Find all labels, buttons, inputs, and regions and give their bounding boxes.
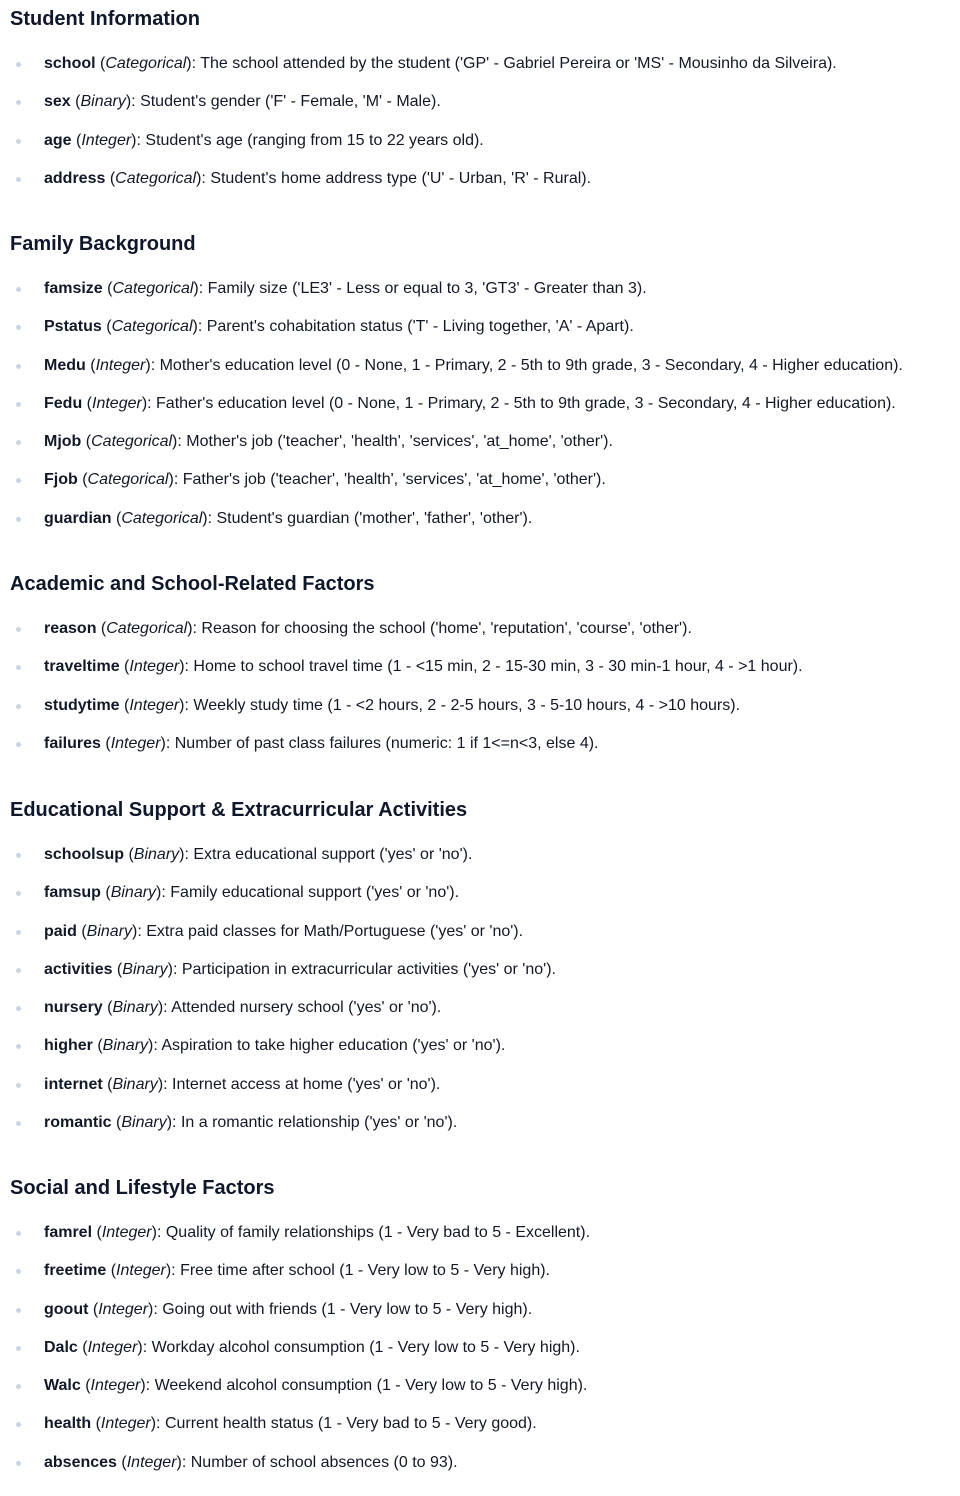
item-text: reason (Categorical): Reason for choosing the school ('home', 'reputation', 'course', 'other'). <box>44 620 692 637</box>
list-item <box>0 167 960 191</box>
variable-description: Weekly study time (1 - <2 hours, 2 - 2-5 hours, 3 - 5-10 hours, 4 - >10 hours). <box>193 697 741 714</box>
list-item <box>0 1298 960 1322</box>
variable-description: Father's education level (0 - None, 1 - Primary, 2 - 5th to 9th grade, 3 - Secondary, 4 - Higher education). <box>156 395 896 412</box>
variable-type: Integer <box>81 132 132 149</box>
item-text: Pstatus (Categorical): Parent's cohabitation status ('T' - Living together, 'A' - Apart). <box>44 318 634 335</box>
variable-name: traveltime <box>44 658 120 675</box>
variable-type: Integer <box>100 1415 151 1432</box>
list-item <box>0 52 960 76</box>
item-text: Walc (Integer): Weekend alcohol consumption (1 - Very low to 5 - Very high). <box>44 1377 588 1394</box>
bullet-icon <box>16 853 21 858</box>
variable-name: Fjob <box>44 471 78 488</box>
variable-type: Categorical <box>121 510 203 527</box>
variable-name: famsup <box>44 884 101 901</box>
section-title: Social and Lifestyle Factors <box>10 1177 275 1199</box>
bullet-icon <box>16 517 21 522</box>
variable-name: Mjob <box>44 433 82 450</box>
item-text: higher (Binary): Aspiration to take higher education ('yes' or 'no'). <box>44 1037 506 1054</box>
list-item <box>0 1412 960 1436</box>
bullet-icon <box>16 627 21 632</box>
variable-name: sex <box>44 93 71 110</box>
variable-description: Home to school travel time (1 - <15 min, 2 - 15-30 min, 3 - 30 min-1 hour, 4 - >1 hour). <box>193 658 803 675</box>
variable-type: Integer <box>126 1454 177 1471</box>
bullet-icon <box>16 364 21 369</box>
variable-name: Walc <box>44 1377 81 1394</box>
variable-description: Extra educational support ('yes' or 'no'). <box>193 846 473 863</box>
bullet-icon <box>16 62 21 67</box>
variable-description: Family educational support ('yes' or 'no'). <box>170 884 460 901</box>
variable-description: Current health status (1 - Very bad to 5 - Very good). <box>164 1415 537 1432</box>
bullet-icon <box>16 1269 21 1274</box>
list-item <box>0 392 960 416</box>
variable-type: Categorical <box>91 433 173 450</box>
variable-name: failures <box>44 735 101 752</box>
bullet-icon <box>16 1384 21 1389</box>
list-item <box>0 1073 960 1097</box>
variable-description: Weekend alcohol consumption (1 - Very low to 5 - Very high). <box>154 1377 588 1394</box>
variable-name: goout <box>44 1301 89 1318</box>
bullet-icon <box>16 440 21 445</box>
bullet-icon <box>16 1083 21 1088</box>
variable-name: activities <box>44 961 113 978</box>
item-text: address (Categorical): Student's home address type ('U' - Urban, 'R' - Rural). <box>44 170 592 187</box>
item-text: Dalc (Integer): Workday alcohol consumption (1 - Very low to 5 - Very high). <box>44 1339 580 1356</box>
item-text: Fjob (Categorical): Father's job ('teacher', 'health', 'services', 'at_home', 'other'). <box>44 471 606 488</box>
bullet-icon <box>16 478 21 483</box>
section-title: Academic and School-Related Factors <box>10 573 375 595</box>
bullet-icon <box>16 100 21 105</box>
item-text: guardian (Categorical): Student's guardian ('mother', 'father', 'other'). <box>44 510 533 527</box>
variable-description: Parent's cohabitation status ('T' - Living together, 'A' - Apart). <box>206 318 634 335</box>
variable-name: studytime <box>44 697 120 714</box>
variable-type: Binary <box>112 999 158 1016</box>
variable-description: Student's home address type ('U' - Urban, 'R' - Rural). <box>210 170 592 187</box>
variable-description: Student's guardian ('mother', 'father', 'other'). <box>216 510 533 527</box>
bullet-icon <box>16 1461 21 1466</box>
variable-name: nursery <box>44 999 103 1016</box>
bullet-icon <box>16 930 21 935</box>
variable-description: Father's job ('teacher', 'health', 'services', 'at_home', 'other'). <box>182 471 606 488</box>
item-text: activities (Binary): Participation in extracurricular activities ('yes' or 'no'). <box>44 961 556 978</box>
variable-description: Extra paid classes for Math/Portuguese ('yes' or 'no'). <box>146 923 524 940</box>
variable-description: Reason for choosing the school ('home', 'reputation', 'course', 'other'). <box>201 620 692 637</box>
bullet-icon <box>16 1422 21 1427</box>
bullet-icon <box>16 1121 21 1126</box>
list-item <box>0 1451 960 1475</box>
item-text: Mjob (Categorical): Mother's job ('teacher', 'health', 'services', 'at_home', 'other'). <box>44 433 613 450</box>
variable-description: In a romantic relationship ('yes' or 'no'). <box>180 1114 458 1131</box>
variable-description: Student's gender ('F' - Female, 'M' - Male). <box>140 93 441 110</box>
list-item <box>0 468 960 492</box>
variable-type: Integer <box>129 697 180 714</box>
variable-description: Student's age (ranging from 15 to 22 years old). <box>145 132 484 149</box>
item-text: studytime (Integer): Weekly study time (1 - <2 hours, 2 - 2-5 hours, 3 - 5-10 hours, 4 - >10 hours). <box>44 697 741 714</box>
list-item <box>0 655 960 679</box>
list-item <box>0 1259 960 1283</box>
variable-name: Medu <box>44 357 86 374</box>
variable-type: Binary <box>102 1037 149 1054</box>
list-item <box>0 430 960 454</box>
bullet-icon <box>16 742 21 747</box>
item-text: Medu (Integer): Mother's education level (0 - None, 1 - Primary, 2 - 5th to 9th grade, 3 - Secondary, 4 - Higher education). <box>44 357 903 374</box>
variable-description: Workday alcohol consumption (1 - Very low to 5 - Very high). <box>151 1339 580 1356</box>
variable-name: health <box>44 1415 92 1432</box>
list-item <box>0 315 960 339</box>
list-item <box>0 277 960 301</box>
list-item <box>0 1034 960 1058</box>
item-text: freetime (Integer): Free time after school (1 - Very low to 5 - Very high). <box>44 1262 550 1279</box>
variable-type: Integer <box>101 1224 152 1241</box>
list-item <box>0 996 960 1020</box>
item-text: schoolsup (Binary): Extra educational support ('yes' or 'no'). <box>44 846 473 863</box>
variable-type: Binary <box>133 846 180 863</box>
list-item <box>0 617 960 641</box>
item-text: health (Integer): Current health status (1 - Very bad to 5 - Very good). <box>44 1415 537 1432</box>
variable-type: Binary <box>80 93 126 110</box>
variable-name: freetime <box>44 1262 107 1279</box>
variable-type: Binary <box>86 923 133 940</box>
bullet-icon <box>16 1308 21 1313</box>
list-item <box>0 881 960 905</box>
list-item <box>0 958 960 982</box>
bullet-icon <box>16 139 21 144</box>
bullet-icon <box>16 1346 21 1351</box>
item-text: sex (Binary): Student's gender ('F' - Female, 'M' - Male). <box>44 93 441 110</box>
variable-description: Free time after school (1 - Very low to 5 - Very high). <box>180 1262 550 1279</box>
bullet-icon <box>16 704 21 709</box>
item-text: Fedu (Integer): Father's education level (0 - None, 1 - Primary, 2 - 5th to 9th grade, 3 - Secondary, 4 - Higher education). <box>44 395 896 412</box>
variable-type: Categorical <box>106 620 188 637</box>
variable-name: school <box>44 55 96 72</box>
list-item <box>0 843 960 867</box>
variable-description: Mother's education level (0 - None, 1 - Primary, 2 - 5th to 9th grade, 3 - Secondary, 4 - Higher education). <box>159 357 903 374</box>
item-text: romantic (Binary): In a romantic relationship ('yes' or 'no'). <box>44 1114 458 1131</box>
variable-description: Family size ('LE3' - Less or equal to 3, 'GT3' - Greater than 3). <box>207 280 647 297</box>
variable-name: romantic <box>44 1114 112 1131</box>
variable-type: Categorical <box>105 55 187 72</box>
bullet-icon <box>16 1231 21 1236</box>
item-text: internet (Binary): Internet access at home ('yes' or 'no'). <box>44 1076 441 1093</box>
bullet-icon <box>16 325 21 330</box>
variable-type: Integer <box>90 1377 141 1394</box>
section-title: Educational Support & Extracurricular Activities <box>10 799 468 821</box>
list-item <box>0 507 960 531</box>
variable-description: Number of past class failures (numeric: 1 if 1<=n<3, else 4). <box>174 735 599 752</box>
variable-name: internet <box>44 1076 103 1093</box>
variable-description: Number of school absences (0 to 93). <box>190 1454 458 1471</box>
item-text: traveltime (Integer): Home to school travel time (1 - <15 min, 2 - 15-30 min, 3 - 30 min-1 hour, 4 - >1 hour). <box>44 658 803 675</box>
item-text: famrel (Integer): Quality of family relationships (1 - Very bad to 5 - Excellent). <box>44 1224 591 1241</box>
variable-name: absences <box>44 1454 117 1471</box>
variable-type: Integer <box>95 357 146 374</box>
item-text: paid (Binary): Extra paid classes for Math/Portuguese ('yes' or 'no'). <box>44 923 524 940</box>
item-text: failures (Integer): Number of past class failures (numeric: 1 if 1<=n<3, else 4). <box>44 735 599 752</box>
list-item <box>0 732 960 756</box>
bullet-icon <box>16 968 21 973</box>
list-item <box>0 90 960 114</box>
variable-type: Integer <box>92 395 142 412</box>
variable-description: Attended nursery school ('yes' or 'no'). <box>171 999 442 1016</box>
item-text: goout (Integer): Going out with friends (1 - Very low to 5 - Very high). <box>44 1301 533 1318</box>
list-item <box>0 354 960 378</box>
variable-type: Integer <box>129 658 180 675</box>
bullet-icon <box>16 287 21 292</box>
bullet-icon <box>16 1006 21 1011</box>
variable-type: Integer <box>98 1301 149 1318</box>
variable-type: Integer <box>110 735 161 752</box>
item-text: absences (Integer): Number of school absences (0 to 93). <box>44 1454 458 1471</box>
variable-name: address <box>44 170 106 187</box>
variable-description: Mother's job ('teacher', 'health', 'services', 'at_home', 'other'). <box>186 433 613 450</box>
variable-name: guardian <box>44 510 112 527</box>
bullet-icon <box>16 402 21 407</box>
list-item <box>0 1336 960 1360</box>
variable-type: Integer <box>116 1262 166 1279</box>
variable-description: Internet access at home ('yes' or 'no'). <box>172 1076 441 1093</box>
bullet-icon <box>16 1044 21 1049</box>
variable-description: Going out with friends (1 - Very low to 5 - Very high). <box>162 1301 533 1318</box>
variable-type: Binary <box>121 1114 167 1131</box>
list-item <box>0 920 960 944</box>
variable-name: paid <box>44 923 77 940</box>
section-title: Family Background <box>10 233 196 255</box>
list-item <box>0 694 960 718</box>
bullet-icon <box>16 665 21 670</box>
variable-name: age <box>44 132 72 149</box>
variable-type: Categorical <box>87 471 169 488</box>
variable-type: Categorical <box>115 170 197 187</box>
variable-type: Binary <box>112 1076 158 1093</box>
variable-type: Binary <box>110 884 157 901</box>
list-item <box>0 129 960 153</box>
bullet-icon <box>16 891 21 896</box>
variable-type: Categorical <box>112 280 194 297</box>
list-item <box>0 1374 960 1398</box>
variable-name: famsize <box>44 280 103 297</box>
section-title: Student Information <box>10 8 200 30</box>
item-text: famsize (Categorical): Family size ('LE3' - Less or equal to 3, 'GT3' - Greater than 3). <box>44 280 647 297</box>
variable-description: Quality of family relationships (1 - Very bad to 5 - Excellent). <box>165 1224 591 1241</box>
list-item <box>0 1111 960 1135</box>
item-text: nursery (Binary): Attended nursery school ('yes' or 'no'). <box>44 999 442 1016</box>
variable-description: The school attended by the student ('GP' - Gabriel Pereira or 'MS' - Mousinho da Silveira). <box>200 55 837 72</box>
variable-name: Fedu <box>44 395 83 412</box>
variable-name: schoolsup <box>44 846 125 863</box>
bullet-icon <box>16 177 21 182</box>
item-text: famsup (Binary): Family educational support ('yes' or 'no'). <box>44 884 460 901</box>
variable-name: higher <box>44 1037 93 1054</box>
variable-name: reason <box>44 620 97 637</box>
variable-type: Binary <box>122 961 168 978</box>
variable-type: Categorical <box>111 318 193 335</box>
list-item <box>0 1221 960 1245</box>
variable-name: Pstatus <box>44 318 102 335</box>
item-text: school (Categorical): The school attended by the student ('GP' - Gabriel Pereira or 'MS' - Mousinho da Silveira). <box>44 55 837 72</box>
variable-name: Dalc <box>44 1339 78 1356</box>
item-text: age (Integer): Student's age (ranging from 15 to 22 years old). <box>44 132 484 149</box>
variable-description: Aspiration to take higher education ('yes' or 'no'). <box>161 1037 506 1054</box>
variable-name: famrel <box>44 1224 93 1241</box>
variable-type: Integer <box>87 1339 138 1356</box>
variable-description: Participation in extracurricular activities ('yes' or 'no'). <box>181 961 556 978</box>
